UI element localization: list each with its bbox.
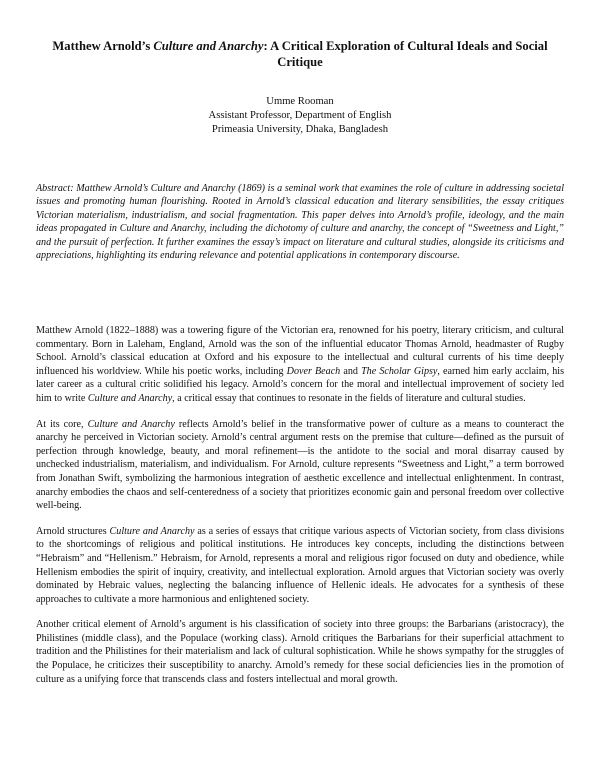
title-prefix: Matthew Arnold’s (52, 39, 154, 53)
p1-text-a: Matthew Arnold (1822–1888) was a towering figure of the Victorian era, renowned for his poetry, literary criticism, and cultural commentary. Born in Laleham, England, Arnold was the son of the influential educator Thomas Arnold, headmaster of Rugby School. Arnold’s classical education at Oxford and his exposure to the intellectual and cultural currents of his time deeply influenced his worldview. While his poetic works, including (36, 325, 564, 377)
paragraph-2 (36, 418, 564, 513)
author-name: Umme Rooman (266, 96, 334, 107)
p2-text-b: reflects Arnold’s belief in the transformative power of culture as a means to counteract the anarchy he perceived in Victorian society. Arnold’s central argument rests on the premise that culture—defined as the pursuit of perfection through knowledge, beauty, and moral refinement—is the antidote to the social and moral disarray caused by unchecked industrialism, materialism, and individualism. For Arnold, culture represents “Sweetness and Light,” a term borrowed from Jonathan Swift, symbolizing the harmonious integration of aesthetic excellence and intellectual enlightenment. In contrast, anarchy embodies the chaos and self-centeredness of a society that prioritizes economic gain and personal freedom over collective well-being. (36, 418, 565, 512)
p1-work-3: Culture and Anarchy (87, 392, 173, 404)
p1-text-d: , a critical essay that continues to resonate in the fields of literature and cultural studies. (172, 392, 526, 404)
paper-title (40, 38, 560, 70)
p1-work-1: Dover Beach (286, 365, 341, 377)
body-text (36, 324, 564, 698)
p1-text-b: and (340, 365, 362, 377)
title-work: Culture and Anarchy (153, 39, 264, 53)
p3-work: Culture and Anarchy (109, 525, 195, 537)
p3-text-a: Arnold structures (36, 525, 110, 537)
paragraph-4: Another critical element of Arnold’s argument is his classification of society into three groups: the Barbarians (aristocracy), the Philistines (middle class), and the Populace (working class). Arnold critiques the Barbarians for their superficial attachment to tradition and the Philistines for their materialism and lack of cultural sophistication. While he shows sympathy for the struggles of the Populace, he criticizes their susceptibility to anarchy. Arnold’s remedy for these social deficiencies lies in the promotion of culture as a unifying force that transcends class and fosters intellectual and moral growth. (36, 619, 564, 685)
paragraph-1 (36, 324, 564, 406)
p3-text-b: as a series of essays that critique various aspects of Victorian society, from class divisions to the shortcomings of religious and political institutions. He introduces key concepts, including the distinctions between “Hebraism” and “Hellenism.” Hebraism, for Arnold, represents a moral and religious rigor focused on duty and obedience, while Hellenism embodies the spirit of inquiry, creativity, and intellectual exploration. Arnold argues that Victorian society was overly dominated by Hebraic values, neglecting the balancing influence of Hellenic ideals. He advocates for a synthesis of these approaches to cultivate a more harmonious and enlightened society. (36, 525, 565, 605)
author-position: Assistant Professor, Department of English (208, 110, 392, 121)
author-block (100, 95, 500, 137)
p1-text-c: , earned him early acclaim, his later career as a cultural critic solidified his legacy. Arnold’s concern for the moral and intellectual improvement of society led him to write (36, 365, 564, 404)
p1-work-2: The Scholar Gipsy (361, 365, 438, 377)
abstract: Abstract: Matthew Arnold’s Culture and Anarchy (1869) is a seminal work that examines the role of culture in addressing societal issues and promoting human flourishing. Rooted in Arnold’s classical education and literary sensibilities, the essay critiques Victorian materialism, industrialism, and social fragmentation. This paper delves into Arnold’s profile, ideology, and the main ideas propagated in Culture and Anarchy, including the dichotomy of culture and anarchy, the concept of “Sweetness and Light,” and the pursuit of perfection. It further examines the essay’s impact on literature and cultural studies, alongside its criticisms and appreciations, highlighting its enduring relevance and potential applications in contemporary discourse. (36, 183, 564, 262)
title-suffix: : A Critical Exploration of Cultural Ideals and Social Critique (263, 39, 548, 69)
author-affiliation: Primeasia University, Dhaka, Bangladesh (211, 124, 389, 135)
p2-text-a: At its core, (36, 418, 88, 430)
paragraph-3 (36, 525, 564, 607)
p2-work: Culture and Anarchy (87, 418, 175, 430)
